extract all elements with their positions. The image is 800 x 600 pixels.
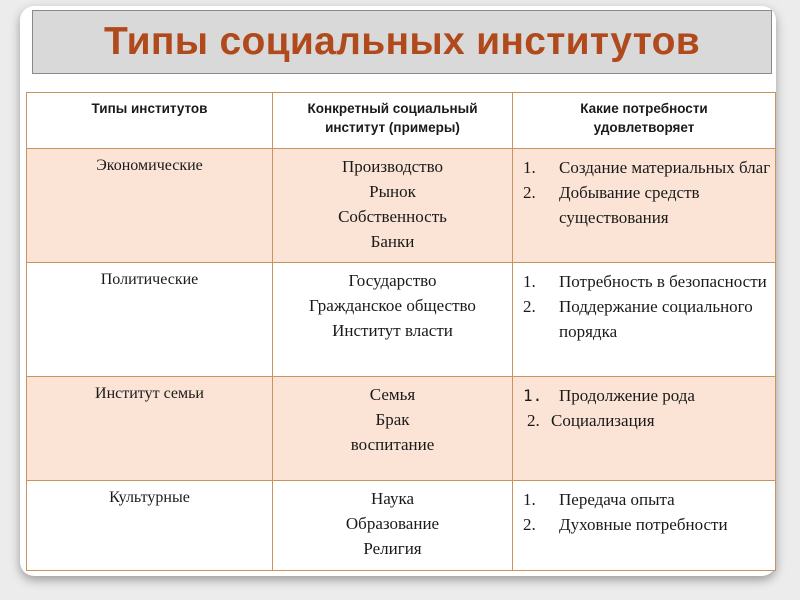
- need-item: [513, 408, 775, 433]
- example-item: Производство: [341, 157, 444, 176]
- title-box: [32, 10, 772, 74]
- need-number: 1.: [523, 386, 543, 405]
- need-item: [513, 512, 775, 537]
- need-item: [513, 294, 775, 344]
- needs-list: [513, 377, 775, 433]
- need-number: 1.: [523, 272, 536, 291]
- need-item: [513, 269, 775, 294]
- need-number: 2.: [527, 411, 540, 430]
- header-needs: Какие потребности удовлетворяет: [513, 93, 776, 149]
- need-number: 2.: [523, 515, 536, 534]
- table-header-row: [27, 93, 776, 149]
- example-item: Гражданское общество: [309, 296, 476, 315]
- type-cell: Культурные: [27, 481, 273, 571]
- need-text: Потребность в безопасности: [559, 272, 767, 291]
- header-examples: Конкретный социальный институт (примеры): [273, 93, 513, 149]
- needs-cell: [513, 481, 776, 571]
- example-item: Семья: [369, 385, 416, 404]
- example-item: Собственность: [338, 207, 447, 226]
- table-row: [27, 377, 776, 481]
- type-cell: Экономические: [27, 149, 273, 263]
- example-item: Образование: [345, 514, 440, 533]
- needs-list: [513, 481, 775, 537]
- need-text: Духовные потребности: [559, 515, 728, 534]
- needs-cell: [513, 377, 776, 481]
- example-item: Государство: [348, 271, 437, 290]
- need-item: [513, 383, 775, 408]
- examples-cell: [273, 263, 513, 377]
- needs-list: [513, 263, 775, 344]
- institutions-table: [26, 92, 776, 571]
- example-item: Институт власти: [332, 321, 453, 340]
- need-text: Продолжение рода: [559, 386, 695, 405]
- example-item: воспитание: [350, 435, 435, 454]
- need-item: [513, 180, 775, 230]
- examples-cell: [273, 481, 513, 571]
- type-cell: Политические: [27, 263, 273, 377]
- table-row: [27, 263, 776, 377]
- header-types: Типы институтов: [27, 93, 273, 149]
- example-item: Рынок: [369, 182, 416, 201]
- need-text: Социализация: [551, 411, 655, 430]
- need-number: 1.: [523, 490, 536, 509]
- example-item: Брак: [375, 410, 410, 429]
- need-item: [513, 487, 775, 512]
- need-text: Добывание средств существования: [559, 183, 700, 227]
- table-row: [27, 149, 776, 263]
- need-number: 1.: [523, 158, 536, 177]
- need-text: Создание материальных благ: [559, 158, 771, 177]
- needs-cell: [513, 149, 776, 263]
- need-item: [513, 155, 775, 180]
- needs-list: [513, 149, 775, 230]
- example-item: Банки: [370, 232, 415, 251]
- examples-cell: [273, 377, 513, 481]
- example-item: Наука: [370, 489, 414, 508]
- need-text: Поддержание социального порядка: [559, 297, 753, 341]
- page-title: Типы социальных институтов: [103, 20, 701, 63]
- examples-cell: [273, 149, 513, 263]
- table-row: [27, 481, 776, 571]
- type-cell: Институт семьи: [27, 377, 273, 481]
- example-item: Религия: [363, 539, 422, 558]
- need-number: 2.: [523, 297, 536, 316]
- need-text: Передача опыта: [559, 490, 675, 509]
- need-number: 2.: [523, 183, 536, 202]
- needs-cell: [513, 263, 776, 377]
